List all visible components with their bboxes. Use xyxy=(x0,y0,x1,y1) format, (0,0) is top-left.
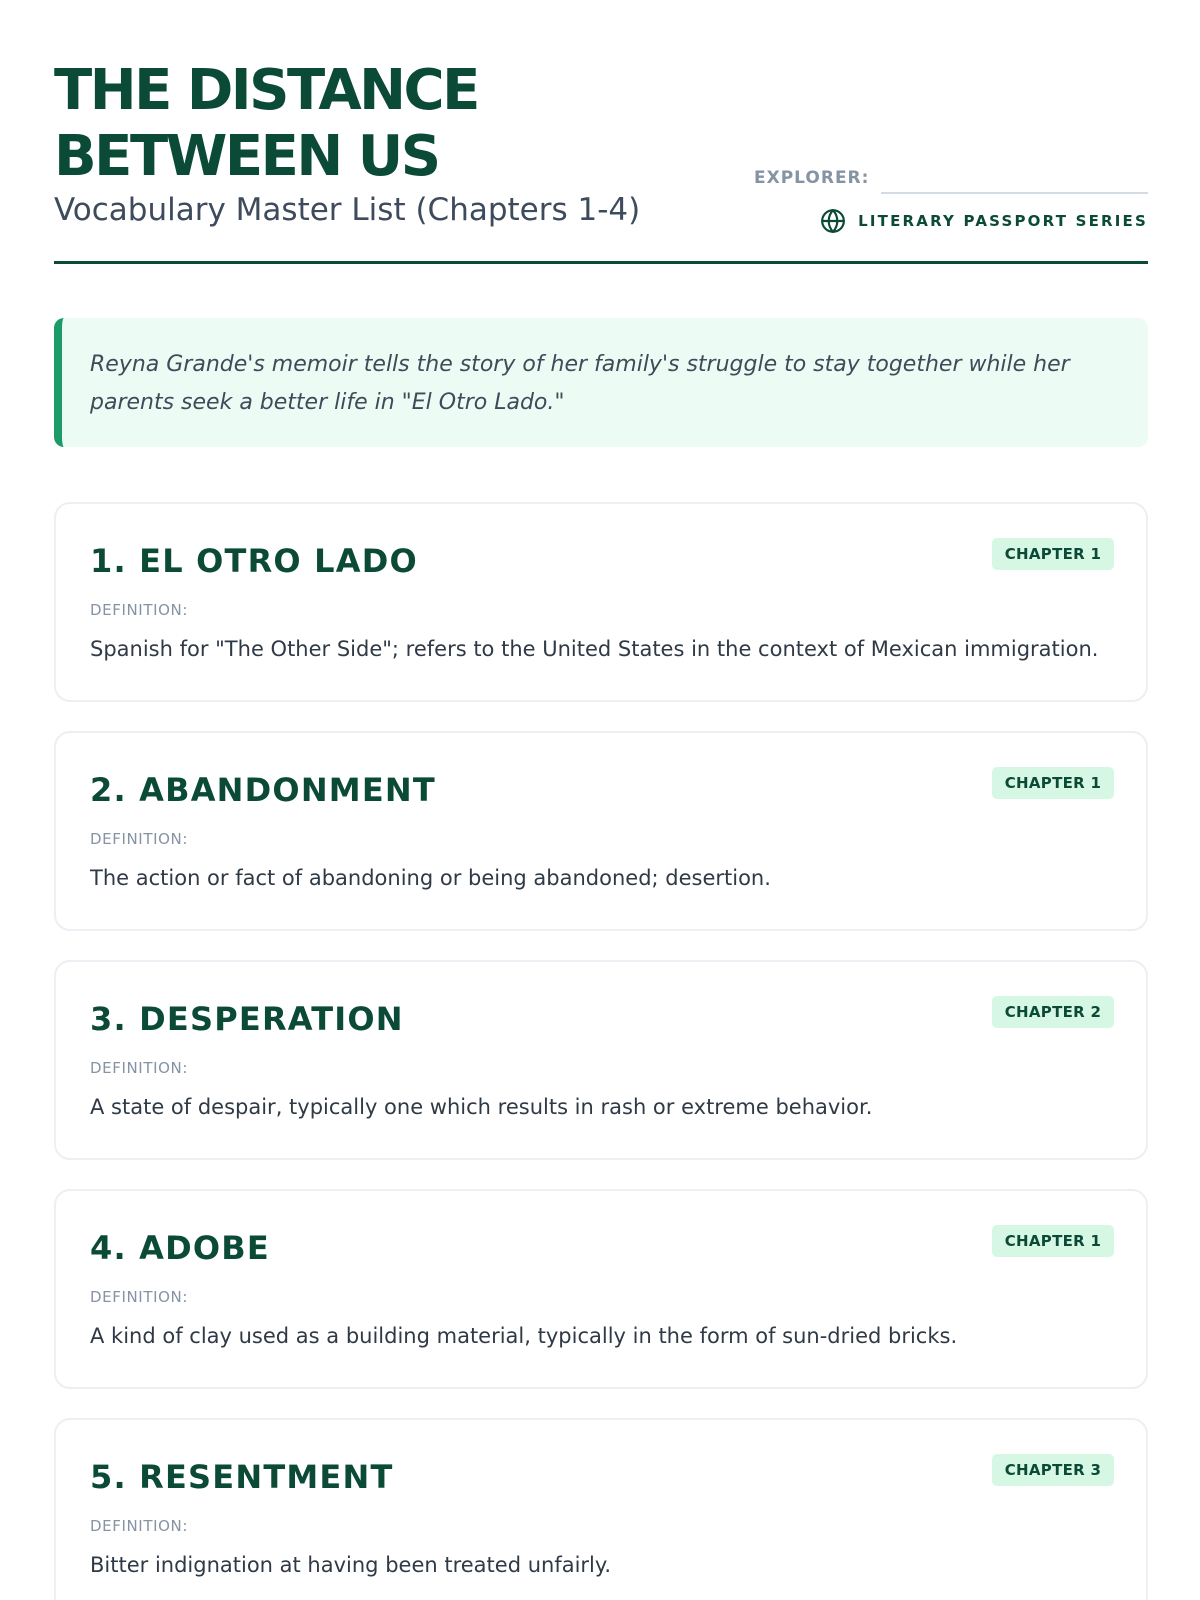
vocab-term: 1. EL OTRO LADO xyxy=(90,542,418,580)
page-subtitle: Vocabulary Master List (Chapters 1-4) xyxy=(54,192,641,228)
explorer-label: EXPLORER: xyxy=(754,168,870,188)
definition-label: DEFINITION: xyxy=(90,1059,188,1077)
definition-label: DEFINITION: xyxy=(90,1517,188,1535)
page-header xyxy=(54,0,1148,264)
definition-text: The action or fact of abandoning or being abandoned; desertion. xyxy=(90,866,771,890)
chapter-badge: CHAPTER 3 xyxy=(992,1454,1114,1486)
vocab-term: 5. RESENTMENT xyxy=(90,1458,394,1496)
series-label: LITERARY PASSPORT SERIES xyxy=(858,212,1148,230)
page-title xyxy=(54,58,478,190)
explorer-field xyxy=(754,164,1148,194)
vocab-card xyxy=(54,960,1148,1160)
definition-text: A state of despair, typically one which results in rash or extreme behavior. xyxy=(90,1095,873,1119)
definition-text: A kind of clay used as a building material, typically in the form of sun-dried bricks. xyxy=(90,1324,958,1348)
chapter-badge: CHAPTER 2 xyxy=(992,996,1114,1028)
definition-text: Spanish for "The Other Side"; refers to the United States in the context of Mexican immigration. xyxy=(90,637,1099,661)
definition-label: DEFINITION: xyxy=(90,830,188,848)
title-line-1: THE DISTANCE xyxy=(54,58,478,123)
definition-label: DEFINITION: xyxy=(90,1288,188,1306)
vocab-card xyxy=(54,1189,1148,1389)
vocab-card xyxy=(54,731,1148,931)
intro-callout xyxy=(54,318,1148,447)
vocabulary-page xyxy=(54,0,1148,1577)
vocab-card xyxy=(54,1418,1148,1600)
chapter-badge: CHAPTER 1 xyxy=(992,767,1114,799)
vocab-term: 4. ADOBE xyxy=(90,1229,270,1267)
series-branding xyxy=(820,208,1148,234)
chapter-badge: CHAPTER 1 xyxy=(992,1225,1114,1257)
globe-icon xyxy=(820,208,846,234)
explorer-name-line[interactable] xyxy=(881,192,1148,194)
vocab-card xyxy=(54,502,1148,702)
vocab-term: 3. DESPERATION xyxy=(90,1000,404,1038)
chapter-badge: CHAPTER 1 xyxy=(992,538,1114,570)
intro-text: Reyna Grande's memoir tells the story of her family's struggle to stay together while her parents seek a better life in "El Otro Lado." xyxy=(90,352,1070,415)
definition-text: Bitter indignation at having been treated unfairly. xyxy=(90,1553,611,1577)
vocab-term: 2. ABANDONMENT xyxy=(90,771,436,809)
definition-label: DEFINITION: xyxy=(90,601,188,619)
title-line-2: BETWEEN US xyxy=(54,124,439,189)
